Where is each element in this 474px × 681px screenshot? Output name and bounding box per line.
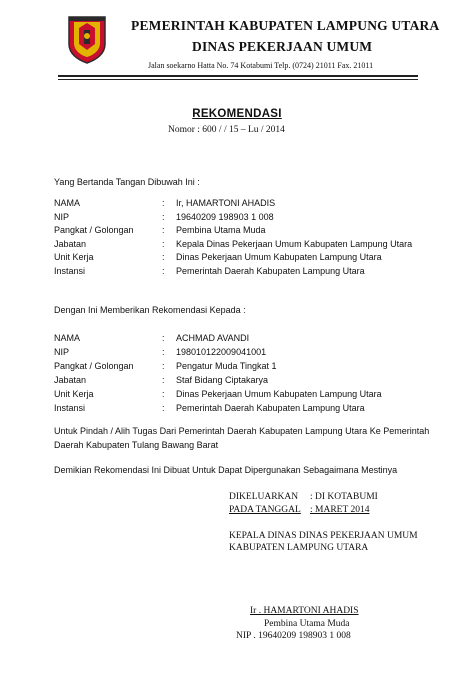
signatory-label: Pangkat / Golongan — [54, 225, 134, 235]
issued-place-value: : DI KOTABUMI — [310, 492, 378, 502]
recipient-nip: 198010122009041001 — [176, 347, 267, 357]
purpose-text-line2: Daerah Kabupaten Tulang Bawang Barat — [54, 440, 219, 450]
signatory-position: Kepala Dinas Pekerjaan Umum Kabupaten Lampung Utara — [176, 239, 413, 249]
colon: : — [162, 198, 165, 208]
regency-emblem-icon — [66, 14, 108, 64]
signer-rank: Pembina Utama Muda — [264, 619, 350, 629]
signatory-label: Unit Kerja — [54, 252, 94, 262]
colon: : — [162, 266, 165, 276]
purpose-text-line1: Untuk Pindah / Alih Tugas Dari Pemerintah Daerah Kabupaten Lampung Utara Ke Pemerintah — [54, 426, 430, 436]
signatory-label: Jabatan — [54, 239, 87, 249]
colon: : — [162, 252, 165, 262]
letterhead-address: Jalan soekarno Hatta No. 74 Kotabumi Telp. (0724) 21011 Fax. 21011 — [148, 61, 374, 70]
issued-date-label: PADA TANGGAL — [229, 505, 301, 515]
recipient-label: NIP — [54, 347, 70, 357]
signature-position-line1: KEPALA DINAS DINAS PEKERJAAN UMUM — [229, 531, 418, 541]
issued-date-value: : MARET 2014 — [310, 505, 370, 515]
colon: : — [162, 347, 165, 357]
recommend-intro: Dengan Ini Memberikan Rekomendasi Kepada : — [54, 305, 246, 315]
recipient-position: Staf Bidang Ciptakarya — [176, 375, 269, 385]
signatory-label: NIP — [54, 212, 70, 222]
issued-place-label: DIKELUARKAN — [229, 492, 299, 502]
government-name: PEMERINTAH KABUPATEN LAMPUNG UTARA — [131, 18, 440, 33]
signature-position-line2: KABUPATEN LAMPUNG UTARA — [229, 543, 369, 553]
recipient-agency: Pemerintah Daerah Kabupaten Lampung Utara — [176, 403, 365, 413]
recipient-label: Jabatan — [54, 375, 87, 385]
recipient-label: NAMA — [54, 333, 81, 343]
intro-text: Yang Bertanda Tangan Dibuwah Ini : — [54, 177, 200, 187]
recipient-unit: Dinas Pekerjaan Umum Kabupaten Lampung Utara — [176, 389, 382, 399]
closing-text: Demikian Rekomendasi Ini Dibuat Untuk Dapat Dipergunakan Sebagaimana Mestinya — [54, 465, 398, 475]
document-title: REKOMENDASI — [192, 108, 282, 120]
letterhead-divider — [58, 75, 418, 77]
recipient-label: Instansi — [54, 403, 86, 413]
colon: : — [162, 389, 165, 399]
signatory-agency: Pemerintah Daerah Kabupaten Lampung Utara — [176, 266, 365, 276]
department-name: DINAS PEKERJAAN UMUM — [192, 39, 373, 54]
colon: : — [162, 239, 165, 249]
recipient-rank: Pengatur Muda Tingkat 1 — [176, 361, 277, 371]
recipient-label: Pangkat / Golongan — [54, 361, 134, 371]
signatory-nip: 19640209 198903 1 008 — [176, 212, 274, 222]
letterhead-divider-thin — [58, 79, 418, 80]
colon: : — [162, 212, 165, 222]
signatory-label: Instansi — [54, 266, 86, 276]
colon: : — [162, 375, 165, 385]
colon: : — [162, 333, 165, 343]
recipient-label: Unit Kerja — [54, 389, 94, 399]
document-number: Nomor : 600 / / 15 – Lu / 2014 — [168, 125, 285, 135]
signatory-unit: Dinas Pekerjaan Umum Kabupaten Lampung Utara — [176, 252, 382, 262]
recipient-name: ACHMAD AVANDI — [176, 333, 250, 343]
signer-name: Ir . HAMARTONI AHADIS — [250, 606, 359, 616]
colon: : — [162, 225, 165, 235]
signer-nip: NIP . 19640209 198903 1 008 — [236, 631, 351, 641]
signatory-rank: Pembina Utama Muda — [176, 225, 266, 235]
colon: : — [162, 361, 165, 371]
colon: : — [162, 403, 165, 413]
signatory-name: Ir, HAMARTONI AHADIS — [176, 198, 276, 208]
signatory-label: NAMA — [54, 198, 81, 208]
